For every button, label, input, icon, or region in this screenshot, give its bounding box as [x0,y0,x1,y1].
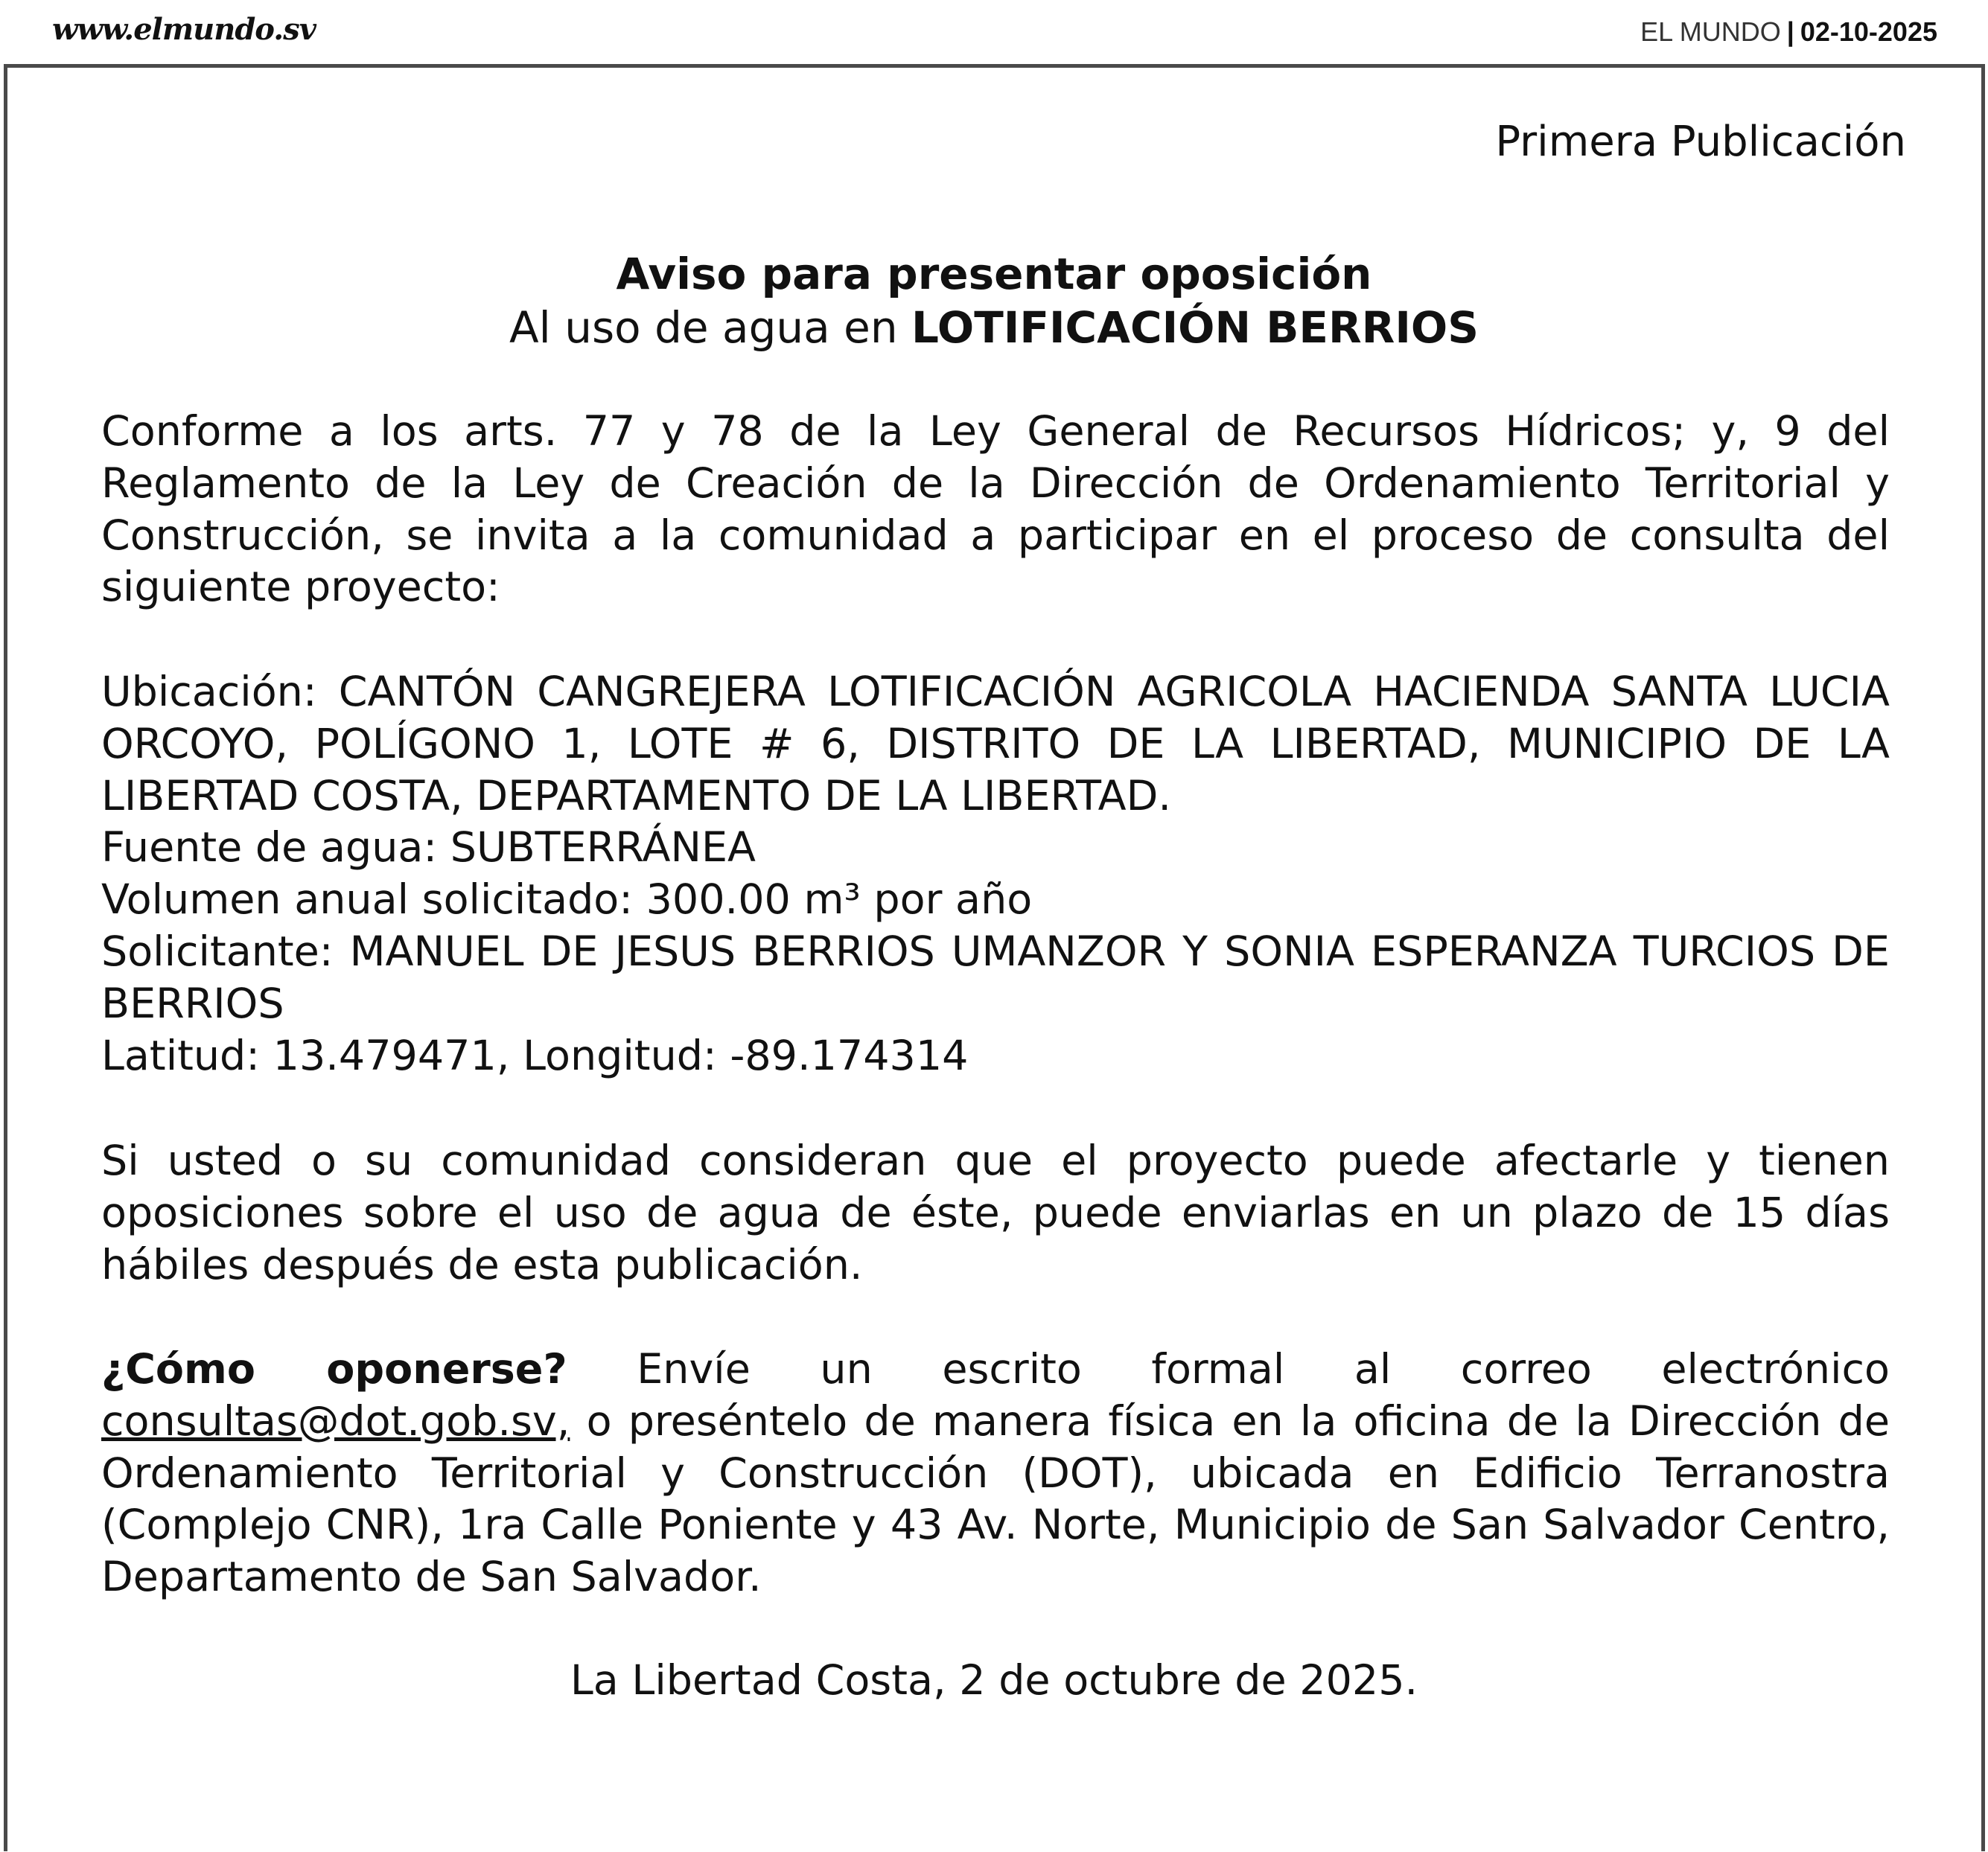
intro-text: Conforme a los arts. 77 y 78 de la Ley General de Recursos Hídricos; y, 9 del Reglamento de la Ley de Creación de la Dirección de Ordenamiento Territorial y Construcción, se invita a la comunidad a participar en el proceso de consulta del siguiente proyecto: [101,407,1890,612]
latitude-value: 13.479471 [273,1031,497,1080]
how-to-oppose-text [101,1344,1890,1603]
location-label: Ubicación: [101,668,317,716]
source-label: Fuente de agua: [101,823,438,872]
volume-label: Volumen anual solicitado: [101,875,633,925]
latitude-label: Latitud: [101,1031,260,1080]
separator: | [1786,16,1794,47]
masthead [0,0,1988,66]
longitude-label: Longitud: [523,1031,717,1080]
project-name: LOTIFICACIÓN BERRIOS [911,302,1479,353]
applicant-line [101,926,1890,1030]
applicant-label: Solicitante: [101,927,334,976]
how-text-2: o preséntelo de manera física en la oficina de la Dirección de Ordenamiento Territorial y Construcción (DOT), ubicada en Edificio Terranostra (Complejo CNR), 1ra Calle Poniente y 43 Av. Norte, Municipio de San Salvador Centro, Departamento de San Salvador. [101,1396,1890,1602]
email-link[interactable]: consultas@dot.gob.sv, [101,1396,570,1446]
subtitle-prefix: Al uso de agua en [509,302,898,353]
edition-date: 02-10-2025 [1800,16,1937,47]
site-url[interactable]: www.elmundo.sv [52,12,316,47]
project-details [101,666,1890,1082]
publication-note: Primera Publicación [1495,118,1906,166]
closing-line: La Libertad Costa, 2 de octubre de 2025. [570,1656,1418,1705]
volume-line [101,874,1890,926]
source-line [101,822,1890,874]
notice-title: Aviso para presentar oposición [616,249,1372,299]
notice-subtitle [0,301,1988,354]
intro-paragraph [101,406,1890,613]
applicant-value: MANUEL DE JESUS BERRIOS UMANZOR Y SONIA ESPERANZA TURCIOS DE BERRIOS [101,927,1890,1028]
location-line [101,666,1890,822]
opposition-text: Si usted o su comunidad consideran que el proyecto puede afectarle y tienen oposiciones sobre el uso de agua de éste, puede enviarlas en un plazo de 15 días hábiles después de esta publicación. [101,1137,1890,1289]
notice-heading [0,247,1988,354]
coordinates-line: Latitud: 13.479471, Longitud: -89.174314 [101,1031,969,1080]
publication-name: EL MUNDO [1640,16,1781,47]
how-label: ¿Cómo oponerse? [101,1345,567,1393]
how-to-oppose-paragraph [101,1344,1890,1603]
longitude-value: -89.174314 [730,1031,969,1080]
volume-value: 300.00 m³ por año [646,875,1033,925]
opposition-paragraph [101,1135,1890,1291]
edition-info [1640,16,1937,48]
location-value: CANTÓN CANGREJERA LOTIFICACIÓN AGRICOLA HACIENDA SANTA LUCIA ORCOYO, POLÍGONO 1, LOTE # 6, DISTRITO DE LA LIBERTAD, MUNICIPIO DE LA LIBERTAD COSTA, DEPARTAMENTO DE LA LIBERTAD. [101,668,1890,820]
how-text-1: Envíe un escrito formal al correo electrónico [637,1345,1890,1393]
source-value: SUBTERRÁNEA [450,823,756,872]
